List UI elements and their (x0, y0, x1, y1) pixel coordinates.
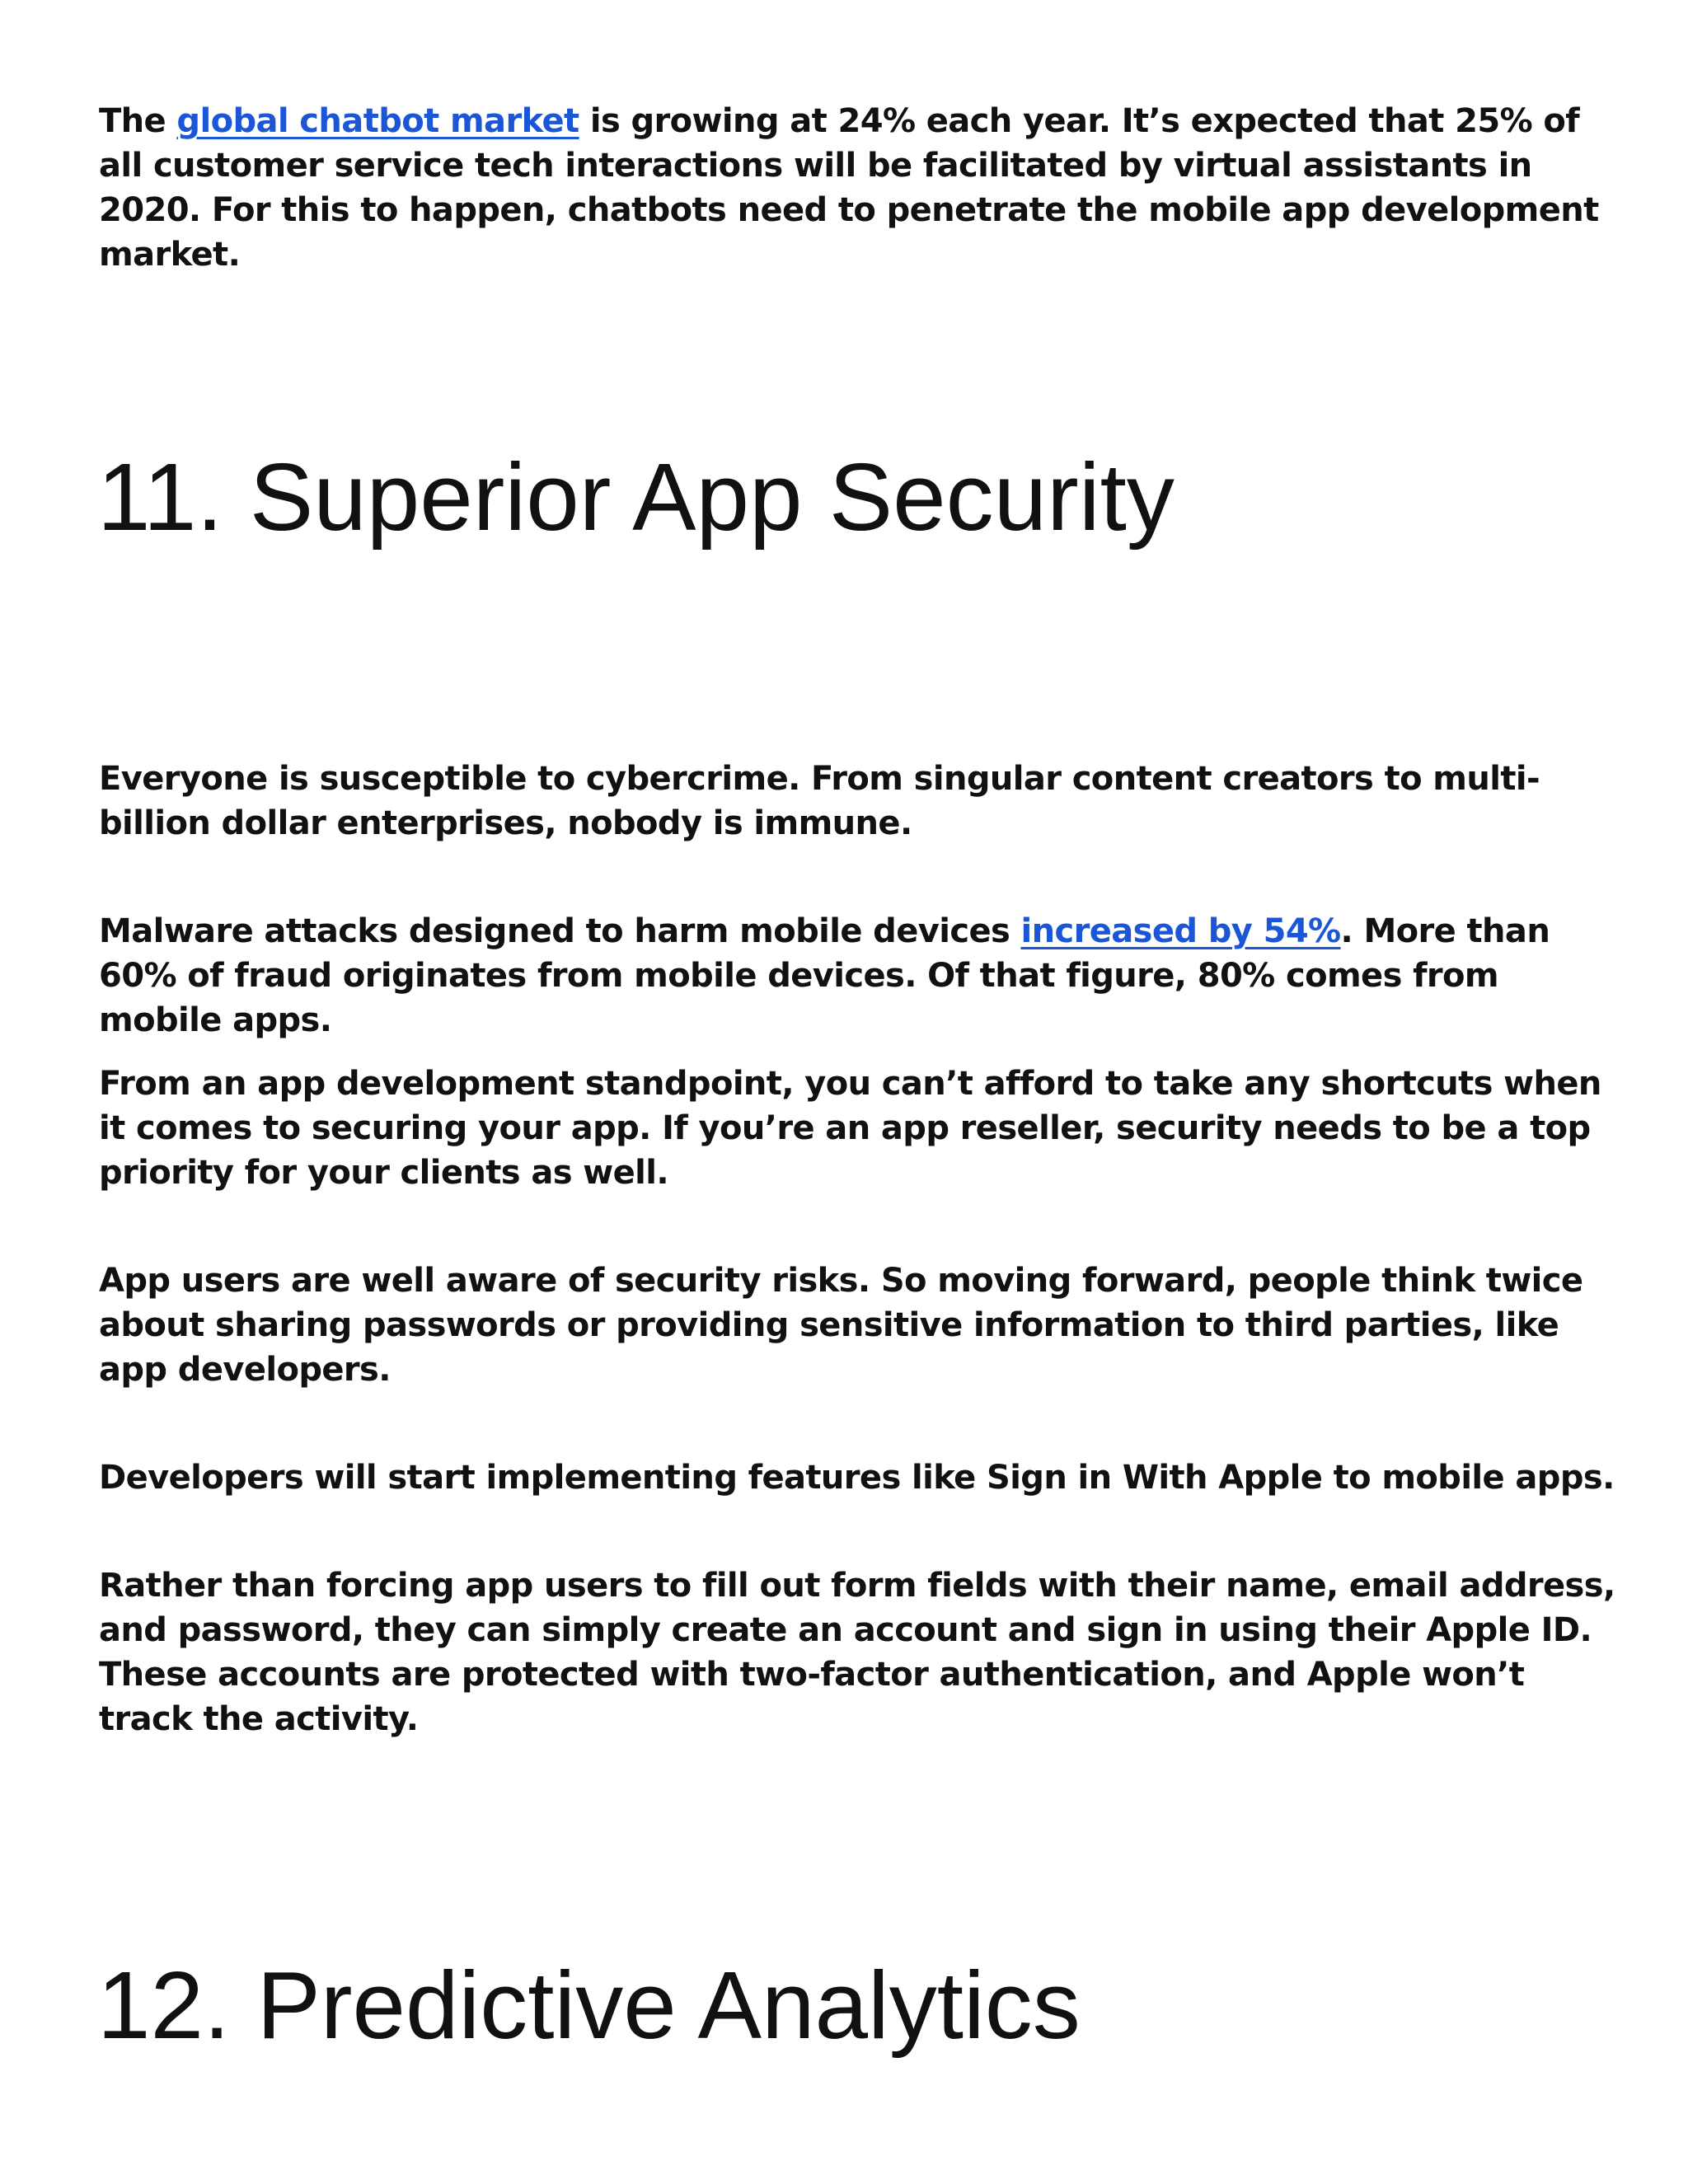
security-paragraph-user-awareness: App users are well aware of security risks. So moving forward, people think twice about sharing passwords or providing sensitive information to third parties, like app developers. (99, 1262, 1583, 1389)
intro-paragraph (99, 99, 1615, 277)
section-heading-app-security: 11. Superior App Security (97, 443, 1175, 551)
security-paragraph-malware (99, 909, 1615, 1043)
section-heading-predictive-analytics: 12. Predictive Analytics (97, 1952, 1081, 2059)
intro-text-end: is growing at 24% each year. It’s expected that 25% of all customer service tech interactions will be facilitated by virtual assistants in 2020. For this to happen, chatbots need to penetrate the mobile app development market. (99, 102, 1599, 274)
security-paragraph-sign-in-with-apple: Developers will start implementing features like Sign in With Apple to mobile apps. (99, 1459, 1615, 1497)
increased-by-54-link[interactable]: increased by 54% (1020, 912, 1341, 950)
security-paragraph-cybercrime: Everyone is susceptible to cybercrime. From singular content creators to multi-billion dollar enterprises, nobody is immune. (99, 760, 1540, 842)
intro-text-start: The (99, 102, 177, 140)
security-paragraph-apple-id: Rather than forcing app users to fill out form fields with their name, email address, and password, they can simply create an account and sign in using their Apple ID. These accounts are protected with two-factor authentication, and Apple won’t track the activity. (99, 1567, 1615, 1738)
malware-text-start: Malware attacks designed to harm mobile devices (99, 912, 1021, 950)
security-paragraph-shortcuts: From an app development standpoint, you can’t afford to take any shortcuts when it comes to securing your app. If you’re an app reseller, security needs to be a top priority for your clients as well. (99, 1065, 1601, 1192)
malware-text-end: . More than 60% of fraud originates from mobile devices. Of that figure, 80% comes from mobile apps. (99, 912, 1550, 1039)
global-chatbot-market-link[interactable]: global chatbot market (176, 102, 579, 140)
